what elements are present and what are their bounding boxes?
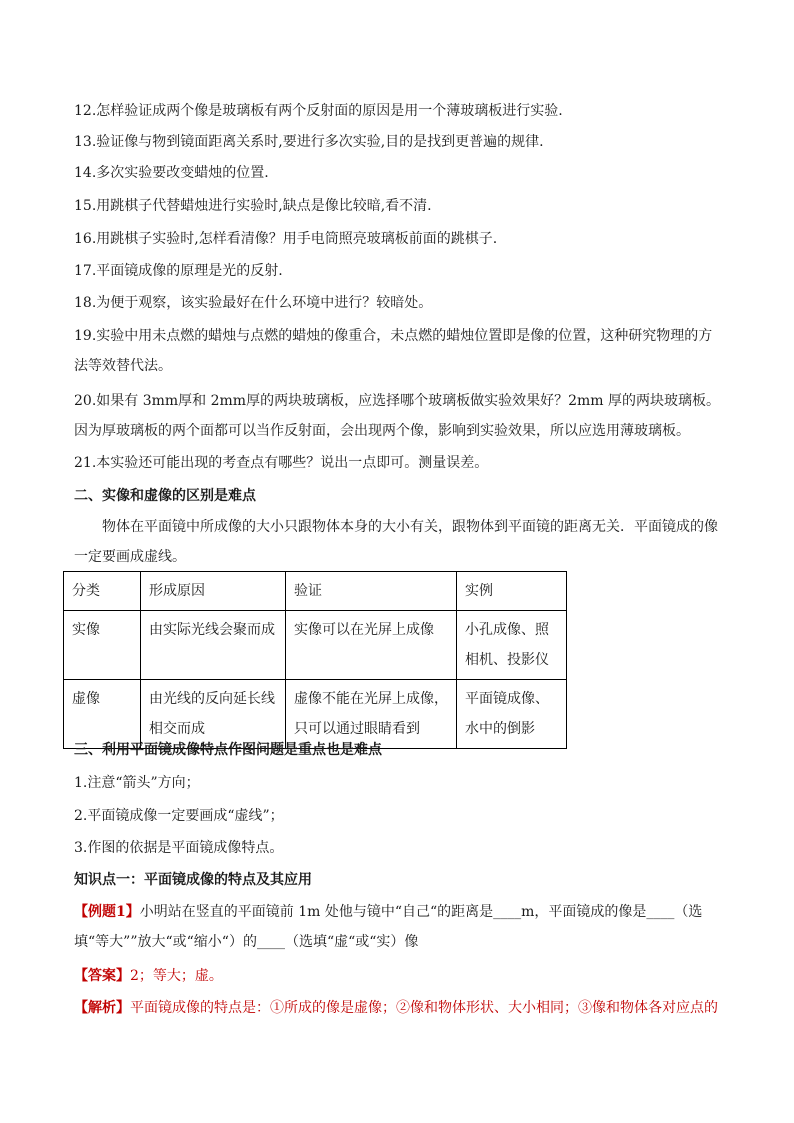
table-cell: 实像 xyxy=(64,611,141,680)
analysis-text: 平面镜成像的特点是：①所成的像是虚像；②像和物体形状、大小相同；③像和物体各对应点的 xyxy=(130,1000,718,1016)
table-cell: 平面镜成像、水中的倒影 xyxy=(457,680,567,749)
image-type-comparison-table xyxy=(63,571,567,749)
table-cell: 由实际光线会聚而成 xyxy=(141,611,286,680)
section-3-point: 1.注意“箭头”方向； xyxy=(74,775,200,791)
section-3-heading: 三、利用平面镜成像特点作图问题是重点也是难点 xyxy=(74,742,382,758)
item-13: 13.验证像与物到镜面距离关系时,要进行多次实验,目的是找到更普遍的规律. xyxy=(74,134,544,150)
table-cell: 实像可以在光屏上成像 xyxy=(286,611,457,680)
knowledge-point-heading: 知识点一：平面镜成像的特点及其应用 xyxy=(74,872,312,888)
item-15: 15.用跳棋子代替蜡烛进行实验时,缺点是像比较暗,看不清. xyxy=(74,198,432,214)
item-18: 18.为便于观察，该实验最好在什么环境中进行？较暗处。 xyxy=(74,295,433,311)
table-header-cell: 验证 xyxy=(286,572,457,611)
item-16: 16.用跳棋子实验时,怎样看清像？用手电筒照亮玻璃板前面的跳棋子. xyxy=(74,231,498,247)
section-2-heading: 二、实像和虚像的区别是难点 xyxy=(74,488,256,504)
table-cell: 虚像不能在光屏上成像，只可以通过眼睛看到 xyxy=(286,680,457,749)
section-2-paragraph: 物体在平面镜中所成像的大小只跟物体本身的大小有关，跟物体到平面镜的距离无关．平面镜成的像一定要画成虚线。 xyxy=(74,519,718,565)
item-12: 12.怎样验证成两个像是玻璃板有两个反射面的原因是用一个薄玻璃板进行实验. xyxy=(74,103,563,119)
analysis-label: 【解析】 xyxy=(74,1000,130,1016)
example-label: 【例题1】 xyxy=(74,904,140,920)
table-header-cell: 实例 xyxy=(457,572,567,611)
item-20: 20.如果有 3mm厚和 2mm厚的两块玻璃板，应选择哪个玻璃板做实验效果好？2mm 厚的两块玻璃板。因为厚玻璃板的两个面都可以当作反射面，会出现两个像，影响到实验效果，所以应选用薄玻璃板。 xyxy=(74,393,720,439)
item-19: 19.实验中用未点燃的蜡烛与点燃的蜡烛的像重合，未点燃的蜡烛位置即是像的位置，这种研究物理的方法等效替代法。 xyxy=(74,328,713,374)
example-1 xyxy=(74,897,724,957)
answer-label: 【答案】 xyxy=(74,968,130,984)
table-cell: 小孔成像、照相机、投影仪 xyxy=(457,611,567,680)
item-17: 17.平面镜成像的原理是光的反射. xyxy=(74,263,283,279)
table-header-row xyxy=(64,572,567,611)
table-row xyxy=(64,611,567,680)
answer-text: 2；等大；虚。 xyxy=(130,968,223,984)
item-14: 14.多次实验要改变蜡烛的位置. xyxy=(74,165,269,181)
example-text: 小明站在竖直的平面镜前 1m 处他与镜中“自己“的距离是____m，平面镜成的像是____（选填“等大””放大“或“缩小“）的____（选填“虚“或“实）像 xyxy=(74,904,703,950)
table-header-cell: 分类 xyxy=(64,572,141,611)
table-header-cell: 形成原因 xyxy=(141,572,286,611)
table-cell: 由光线的反向延长线相交而成 xyxy=(141,680,286,749)
section-3-point: 3.作图的依据是平面镜成像特点。 xyxy=(74,840,284,856)
answer xyxy=(74,961,724,991)
analysis xyxy=(74,993,724,1023)
table-cell: 虚像 xyxy=(64,680,141,749)
section-3-point: 2.平面镜成像一定要画成“虚线”； xyxy=(74,808,284,824)
item-21: 21.本实验还可能出现的考查点有哪些？说出一点即可。测量误差。 xyxy=(74,455,489,471)
